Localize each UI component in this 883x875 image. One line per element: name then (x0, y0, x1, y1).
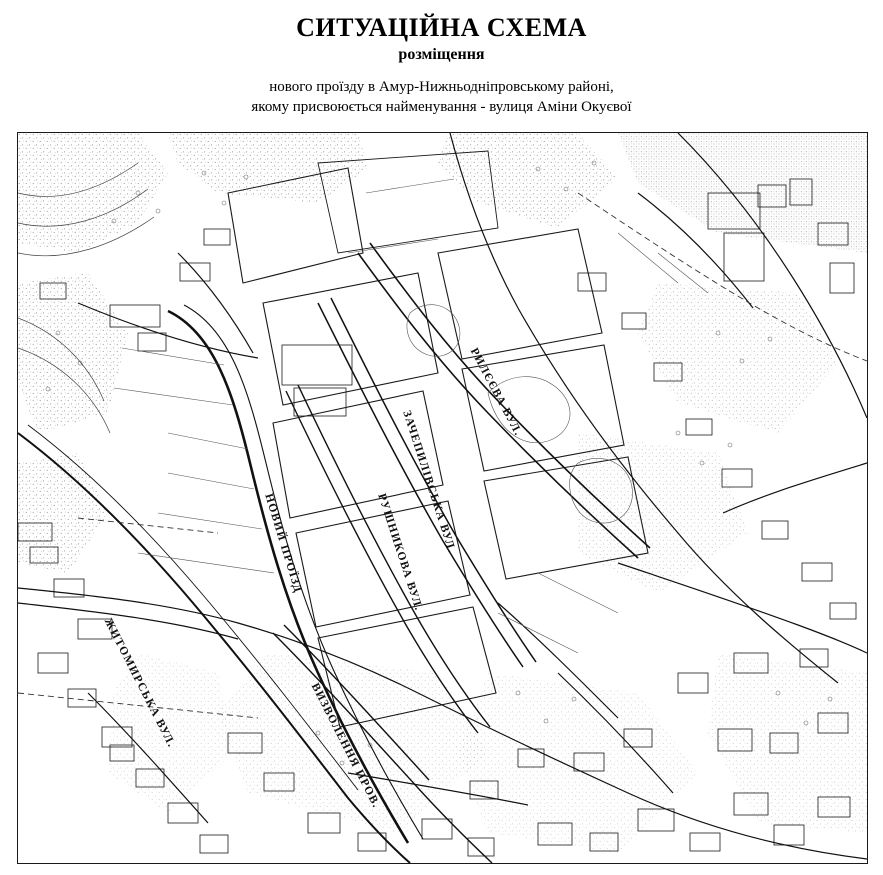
map-frame (17, 132, 868, 864)
map-canvas (18, 133, 867, 863)
street-label-vyzvolennia: ВИЗВОЛЕННЯ ПРОВ. (308, 681, 383, 811)
street-label-rileeva: РИЛЄЄВА ВУЛ. (467, 346, 525, 439)
street-label-zachepylivska: ЗАЧЕПИЛІВСЬКА ВУЛ. (400, 409, 458, 556)
street-label-zhytomyrska: ЖИТОМИРСЬКА ВУЛ. (101, 616, 178, 750)
page-description (0, 77, 883, 118)
page-title: СИТУАЦІЙНА СХЕМА (296, 13, 587, 42)
page-subtitle: розміщення (398, 45, 485, 63)
description-line-1: нового проїзду в Амур-Нижньодніпровському районі, (269, 79, 614, 96)
map-drawing (18, 133, 867, 863)
document-header (0, 0, 883, 118)
street-label-novyi-proizd: НОВИЙ ПРОЇЗД (262, 492, 304, 595)
street-label-rushnykova: РУШНИКОВА ВУЛ. (375, 492, 425, 613)
description-line-2: якому присвоюється найменування - вулиця Аміни Окуєвої (251, 99, 632, 116)
